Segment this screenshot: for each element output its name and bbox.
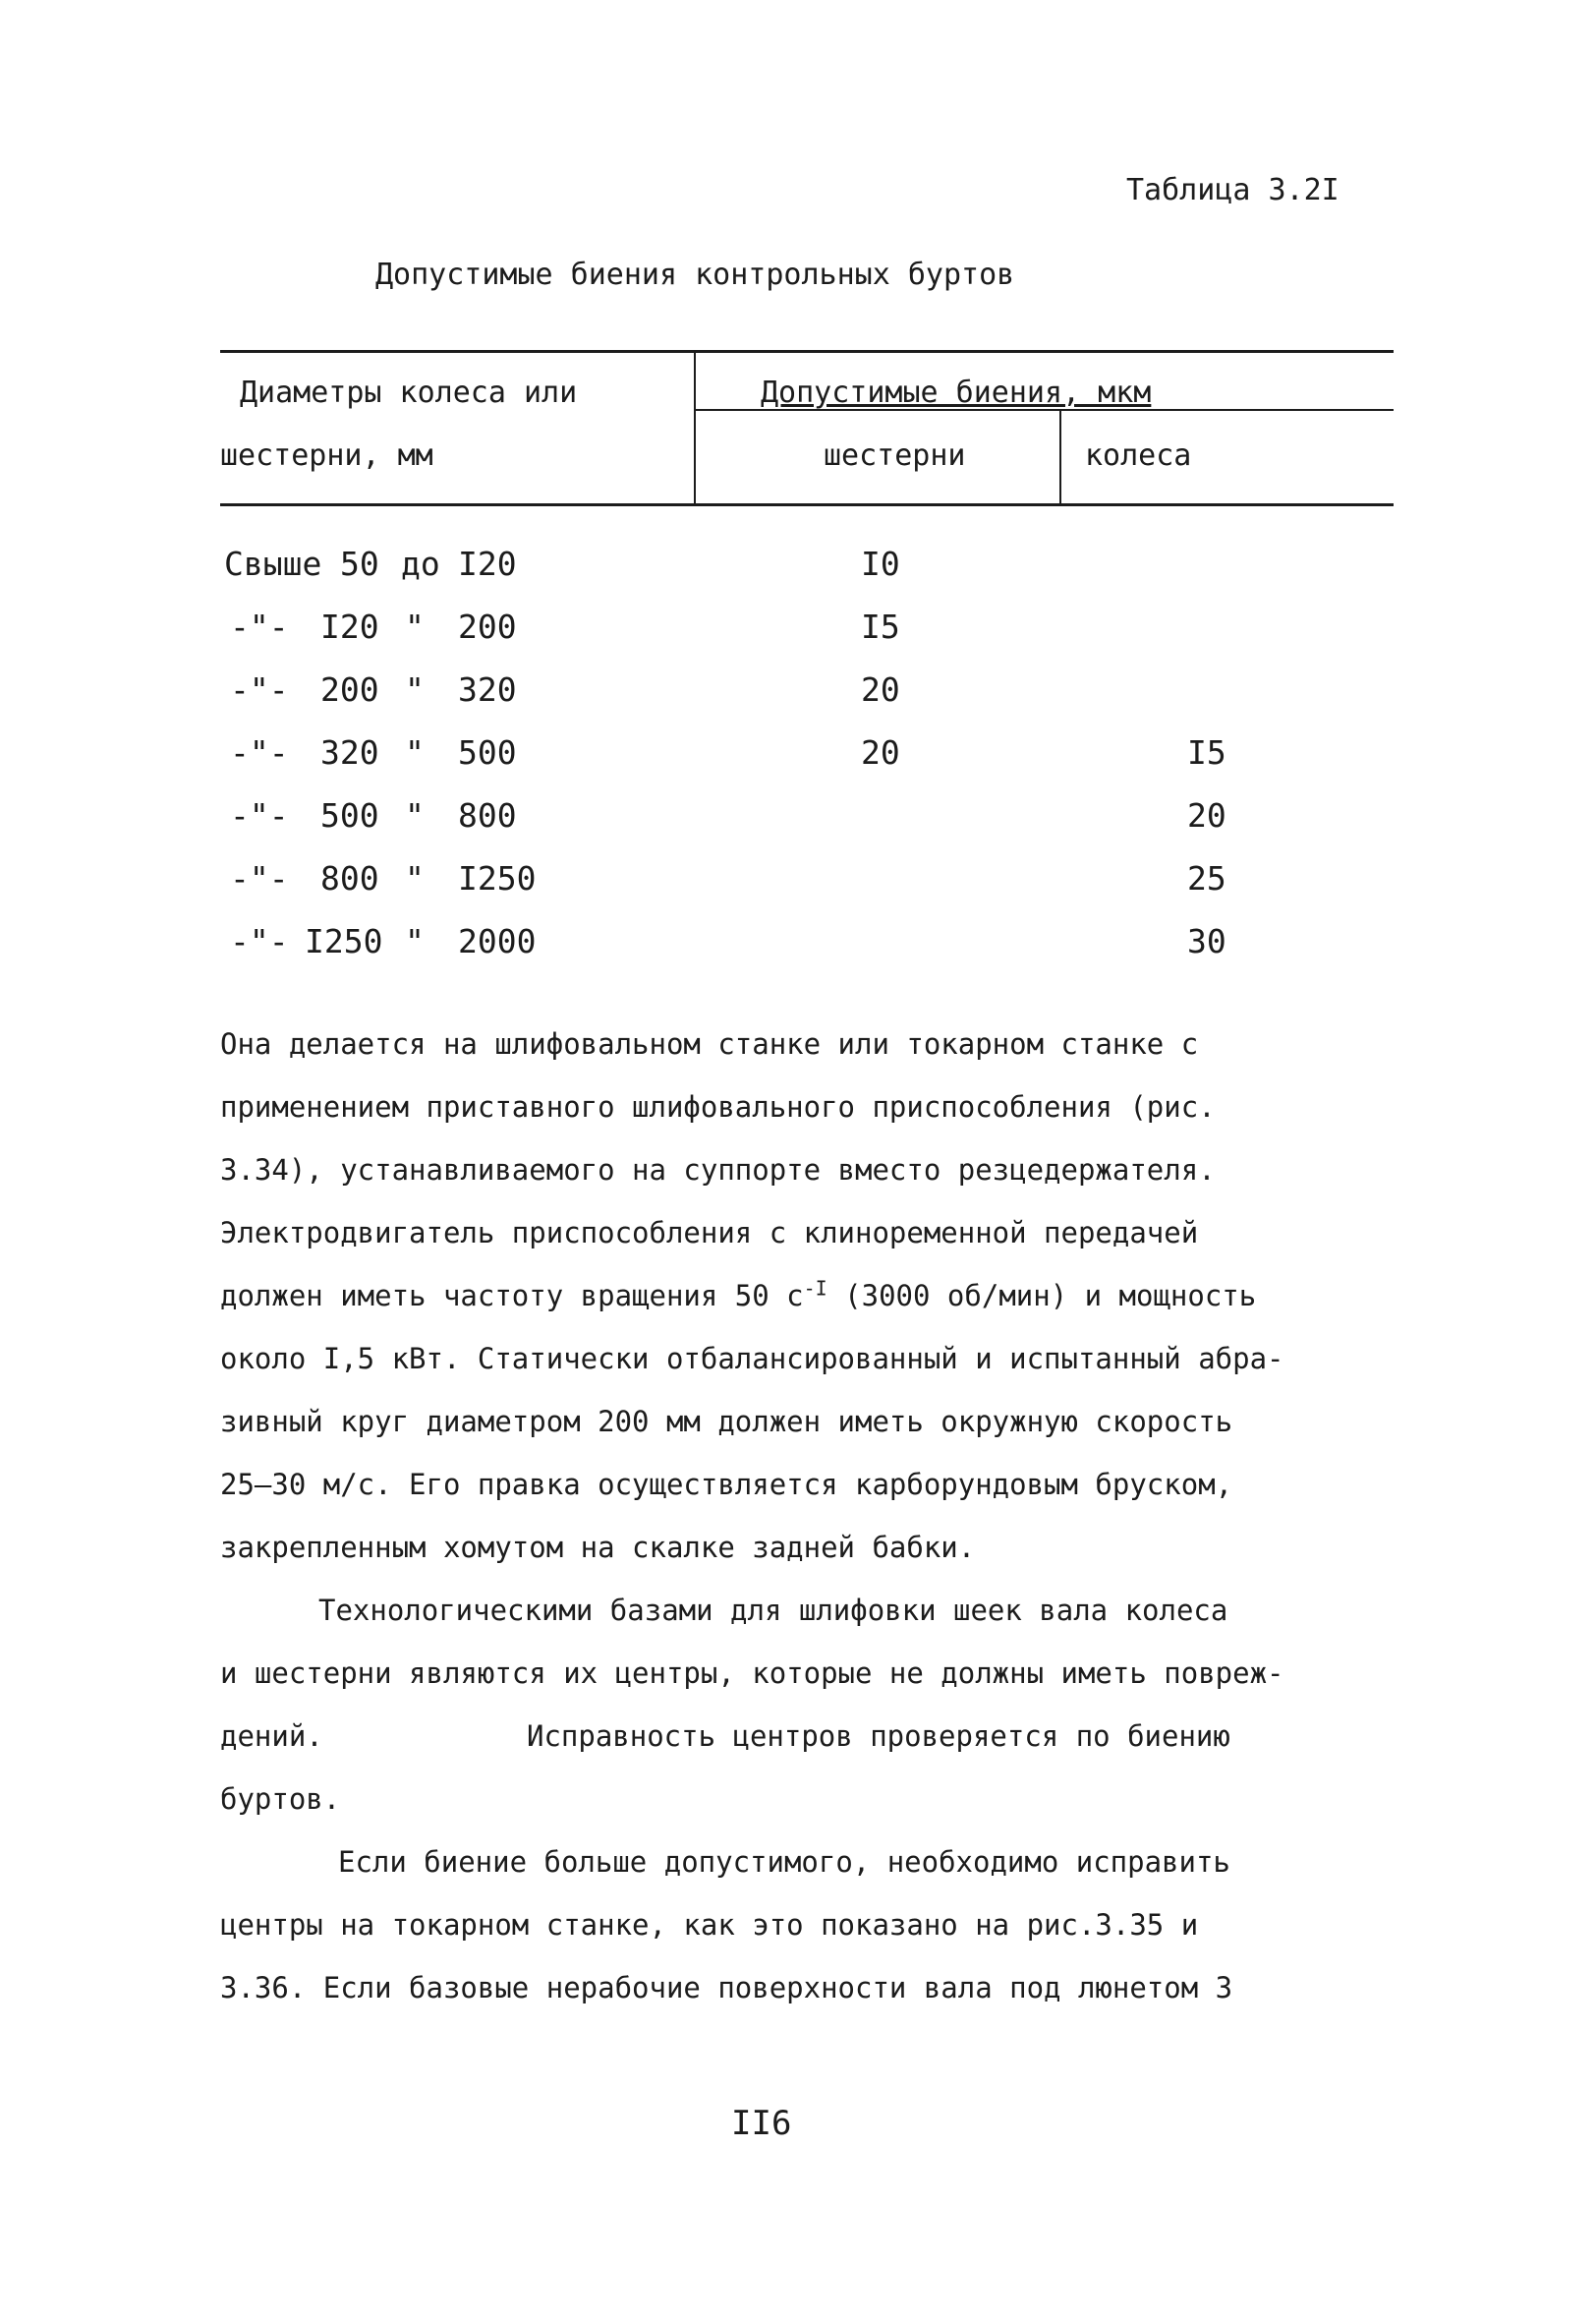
row-prefix: -"- — [230, 733, 289, 772]
text-line: дений. — [220, 1719, 323, 1753]
row-pinion-value: 20 — [861, 733, 900, 772]
row-from: I20 — [320, 608, 379, 646]
text-line: Электродвигатель приспособления с клиноременной передачей — [220, 1216, 1199, 1249]
row-from: 200 — [320, 670, 379, 709]
row-prefix: -"- — [230, 670, 289, 709]
row-sep: " — [405, 922, 425, 960]
row-to: 500 — [458, 733, 517, 772]
text-line: центры на токарном станке, как это показано на рис.3.35 и — [220, 1908, 1199, 1942]
row-from: 800 — [320, 859, 379, 898]
row-from: 320 — [320, 733, 379, 772]
row-sep: " — [405, 670, 425, 709]
row-to: 200 — [458, 608, 517, 646]
row-prefix: -"- — [230, 608, 289, 646]
text-line: и шестерни являются их центры, которые не должны иметь повреж- — [220, 1656, 1284, 1690]
row-to: I20 — [458, 545, 517, 583]
row-sep: " — [405, 608, 425, 646]
row-prefix: Свыше — [224, 545, 322, 583]
header-diameter-line2: шестерни, мм — [220, 438, 433, 473]
header-allowed-runout: Допустимые биения, мкм — [761, 376, 1152, 410]
text-line: буртов. — [220, 1782, 341, 1816]
header-pinion: шестерни — [824, 438, 966, 473]
text-line: Исправность центров проверяется по биению — [527, 1719, 1230, 1753]
table-title: Допустимые биения контрольных буртов — [375, 258, 1015, 292]
text-segment: (3000 об/мин) и мощность — [826, 1279, 1257, 1312]
header-diameter-line1: Диаметры колеса или — [240, 376, 578, 410]
row-pinion-value: I0 — [861, 545, 900, 583]
row-prefix: -"- — [230, 796, 289, 835]
text-line: зивный круг диаметром 200 мм должен иметь окружную скорость — [220, 1405, 1233, 1438]
row-sep: " — [405, 859, 425, 898]
row-sep: " — [405, 733, 425, 772]
table-caption: Таблица 3.2I — [1126, 173, 1340, 207]
table-header-bottom-rule — [220, 503, 1394, 506]
text-line: Технологическими базами для шлифовки шеек вала колеса — [318, 1594, 1228, 1627]
row-from: 500 — [320, 796, 379, 835]
header-wheel: колеса — [1085, 438, 1192, 473]
text-line: Если биение больше допустимого, необходимо исправить — [338, 1845, 1230, 1879]
row-wheel-value: I5 — [1187, 733, 1226, 772]
table-col-divider — [694, 350, 696, 503]
row-to: 800 — [458, 796, 517, 835]
row-sep: до — [401, 545, 440, 583]
text-line: 25–30 м/с. Его правка осуществляется карборундовым бруском, — [220, 1468, 1233, 1501]
text-segment: должен иметь частоту вращения 50 с — [220, 1279, 804, 1312]
table-subcol-divider — [1059, 411, 1061, 503]
text-line: закрепленным хомутом на скалке задней бабки. — [220, 1531, 976, 1564]
text-line: 3.36. Если базовые нерабочие поверхности вала под люнетом 3 — [220, 1971, 1233, 2004]
row-wheel-value: 25 — [1187, 859, 1226, 898]
text-line — [220, 1264, 1256, 1327]
row-pinion-value: 20 — [861, 670, 900, 709]
row-sep: " — [405, 796, 425, 835]
row-from: 50 — [340, 545, 379, 583]
row-to: 320 — [458, 670, 517, 709]
text-line: применением приставного шлифовального приспособления (рис. — [220, 1090, 1216, 1124]
row-pinion-value: I5 — [861, 608, 900, 646]
text-line: 3.34), устанавливаемого на суппорте вместо резцедержателя. — [220, 1153, 1216, 1187]
row-wheel-value: 20 — [1187, 796, 1226, 835]
text-line: около I,5 кВт. Статически отбалансированный и испытанный абра- — [220, 1342, 1284, 1375]
row-to: I250 — [458, 859, 537, 898]
page-number: II6 — [731, 2104, 792, 2143]
row-to: 2000 — [458, 922, 537, 960]
row-from: I250 — [305, 922, 383, 960]
text-line: Она делается на шлифовальном станке или токарном станке с — [220, 1027, 1199, 1061]
row-prefix: -"- — [230, 859, 289, 898]
superscript-exponent: -I — [803, 1276, 827, 1301]
row-wheel-value: 30 — [1187, 922, 1226, 960]
table-top-rule — [220, 350, 1394, 353]
row-prefix: -"- — [230, 922, 289, 960]
